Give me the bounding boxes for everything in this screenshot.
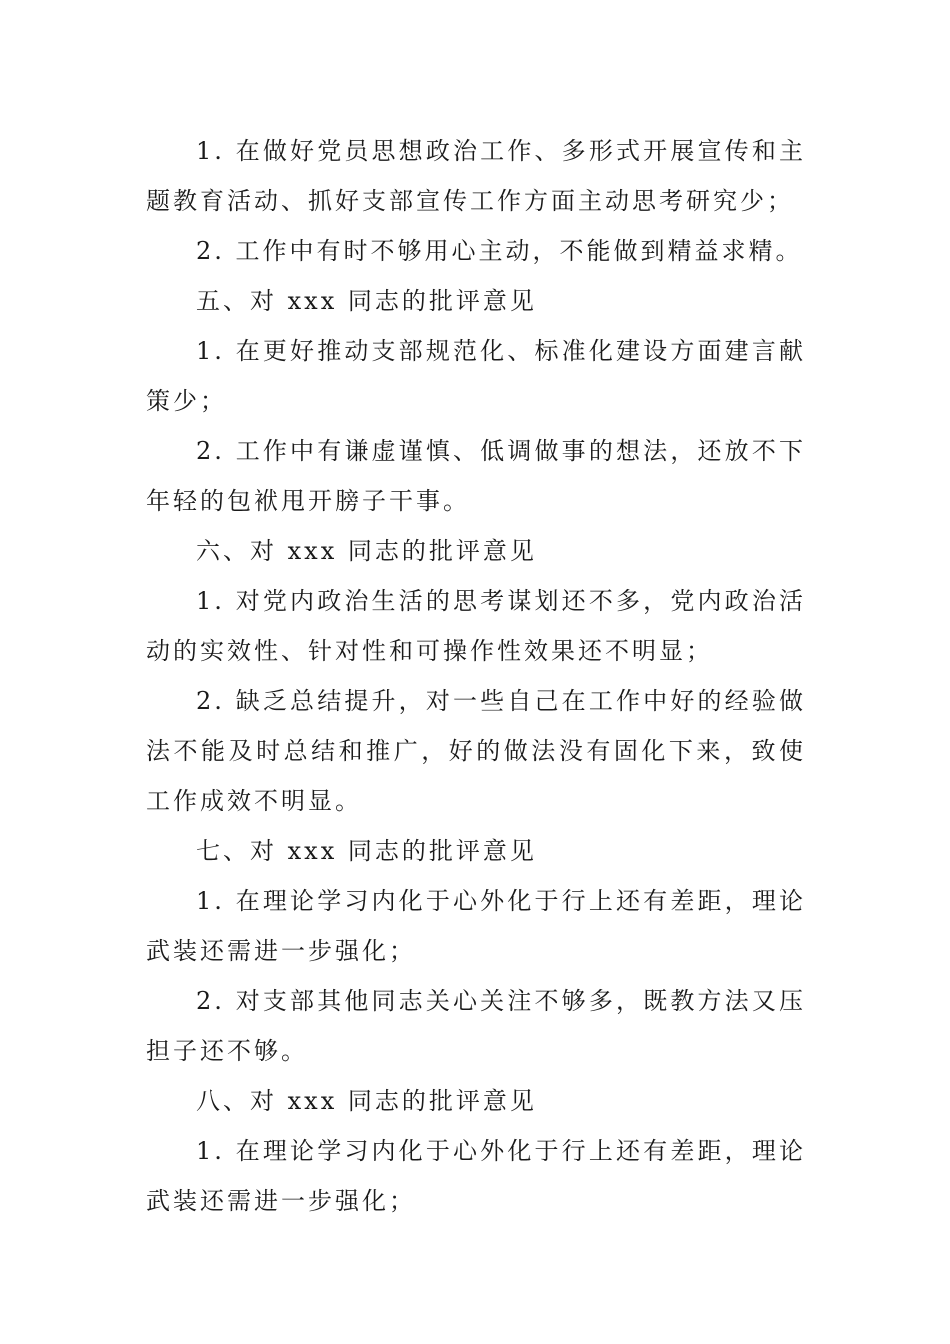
document-body [146,126,806,1226]
paragraph-item-1: 1. 在更好推动支部规范化、标准化建设方面建言献策少； [146,337,806,415]
section-heading-6: 六、对 xxx 同志的批评意见 [196,537,537,565]
paragraph-item-2: 2. 工作中有时不够用心主动，不能做到精益求精。 [196,237,803,265]
section-heading-8: 八、对 xxx 同志的批评意见 [196,1087,537,1115]
paragraph-item-1: 1. 在做好党员思想政治工作、多形式开展宣传和主题教育活动、抓好支部宣传工作方面主动思考研究少； [146,137,806,215]
paragraph-item-2: 2. 对支部其他同志关心关注不够多，既教方法又压担子还不够。 [146,987,806,1065]
paragraph-item-1: 1. 对党内政治生活的思考谋划还不多，党内政治活动的实效性、针对性和可操作性效果还不明显； [146,587,806,665]
paragraph-item-1: 1. 在理论学习内化于心外化于行上还有差距，理论武装还需进一步强化； [146,887,806,965]
paragraph-item-1: 1. 在理论学习内化于心外化于行上还有差距，理论武装还需进一步强化； [146,1137,806,1215]
section-heading-5: 五、对 xxx 同志的批评意见 [196,287,537,315]
paragraph-item-2: 2. 缺乏总结提升，对一些自己在工作中好的经验做法不能及时总结和推广，好的做法没有固化下来，致使工作成效不明显。 [146,687,806,815]
paragraph-item-2: 2. 工作中有谦虚谨慎、低调做事的想法，还放不下年轻的包袱甩开膀子干事。 [146,437,806,515]
section-heading-7: 七、对 xxx 同志的批评意见 [196,837,537,865]
